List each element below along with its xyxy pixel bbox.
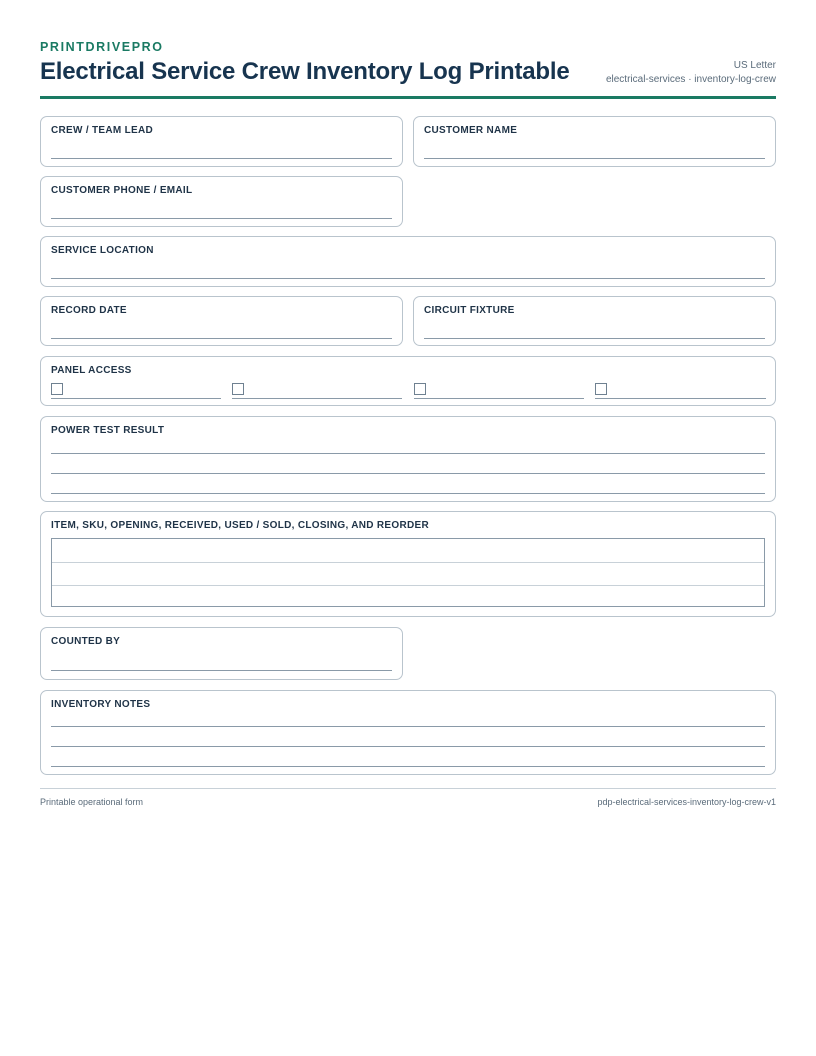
counted-by-label: COUNTED BY <box>51 636 121 647</box>
power-test-result-label: POWER TEST RESULT <box>51 425 165 436</box>
inventory-table-label: ITEM, SKU, OPENING, RECEIVED, USED / SOLD, CLOSING, AND REORDER <box>51 520 430 531</box>
option-write-line <box>51 398 221 399</box>
circuit-fixture-label: CIRCUIT FIXTURE <box>424 305 515 316</box>
record-date-field <box>40 296 403 346</box>
service-location-input-line[interactable] <box>51 278 765 279</box>
inventory-notes-line-2[interactable] <box>51 746 765 747</box>
customer-phone-email-input-line[interactable] <box>51 218 392 219</box>
panel-access-label: PANEL ACCESS <box>51 365 132 376</box>
power-test-result-line-3[interactable] <box>51 493 765 494</box>
panel-access-option-4[interactable] <box>595 383 766 399</box>
customer-name-field <box>413 116 776 167</box>
footer-form-id: pdp-electrical-services-inventory-log-crew-v1 <box>597 797 776 807</box>
counted-by-field <box>40 627 403 680</box>
option-write-line <box>232 398 402 399</box>
crew-team-lead-field <box>40 116 403 167</box>
table-row-divider <box>52 562 764 563</box>
inventory-notes-line-3[interactable] <box>51 766 765 767</box>
power-test-result-line-2[interactable] <box>51 473 765 474</box>
crew-team-lead-label: CREW / TEAM LEAD <box>51 125 154 136</box>
record-date-input-line[interactable] <box>51 338 392 339</box>
power-test-result-field <box>40 416 776 502</box>
footer-description: Printable operational form <box>40 797 144 807</box>
brand-logo-text: PRINTDRIVEPRO <box>40 40 164 54</box>
record-date-label: RECORD DATE <box>51 305 127 316</box>
inventory-table[interactable] <box>51 538 765 607</box>
document-meta <box>606 59 776 87</box>
header-divider <box>40 96 776 99</box>
customer-phone-email-label: CUSTOMER PHONE / EMAIL <box>51 185 193 196</box>
checkbox[interactable] <box>232 383 244 395</box>
customer-name-input-line[interactable] <box>424 158 765 159</box>
customer-name-label: CUSTOMER NAME <box>424 125 518 136</box>
circuit-fixture-input-line[interactable] <box>424 338 765 339</box>
option-write-line <box>414 398 584 399</box>
table-row-divider <box>52 585 764 586</box>
inventory-table-field <box>40 511 776 617</box>
option-write-line <box>595 398 766 399</box>
checkbox[interactable] <box>414 383 426 395</box>
panel-access-option-2[interactable] <box>232 383 402 399</box>
document-tags: electrical-services · inventory-log-crew <box>605 74 776 85</box>
service-location-field <box>40 236 776 287</box>
inventory-notes-field <box>40 690 776 775</box>
panel-access-option-3[interactable] <box>414 383 584 399</box>
inventory-notes-label: INVENTORY NOTES <box>51 699 151 710</box>
inventory-notes-line-1[interactable] <box>51 726 765 727</box>
circuit-fixture-field <box>413 296 776 346</box>
checkbox[interactable] <box>51 383 63 395</box>
power-test-result-line-1[interactable] <box>51 453 765 454</box>
page-title: Electrical Service Crew Inventory Log Printable <box>40 58 570 85</box>
footer-divider <box>40 788 776 789</box>
panel-access-field <box>40 356 776 406</box>
service-location-label: SERVICE LOCATION <box>51 245 154 256</box>
crew-team-lead-input-line[interactable] <box>51 158 392 159</box>
panel-access-option-1[interactable] <box>51 383 221 399</box>
customer-phone-email-field <box>40 176 403 227</box>
checkbox[interactable] <box>595 383 607 395</box>
paper-size: US Letter <box>733 60 776 71</box>
counted-by-input-line[interactable] <box>51 670 392 671</box>
